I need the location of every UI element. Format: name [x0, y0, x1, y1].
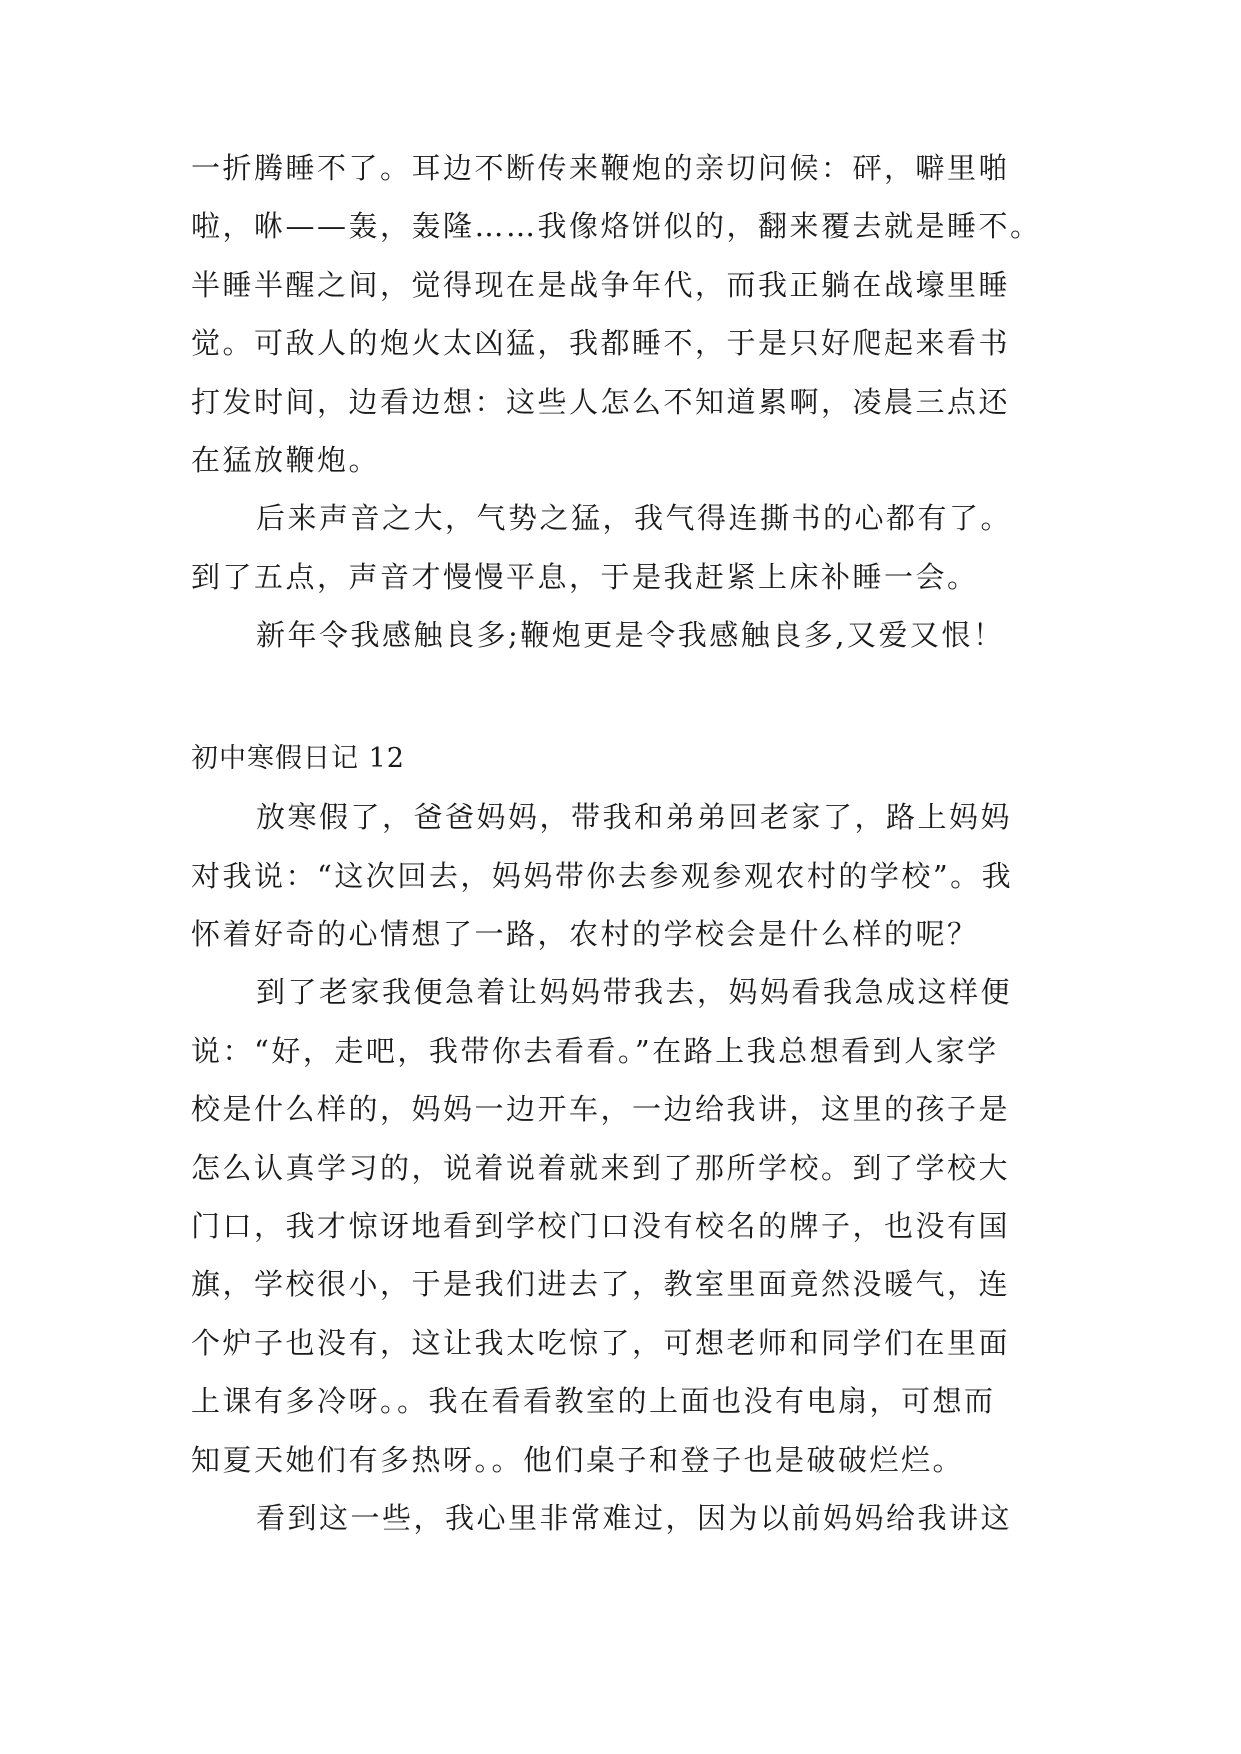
section-title: 初中寒假日记 12 — [191, 743, 405, 774]
text-line: 打发时间，边看边想：这些人怎么不知道累啊，凌晨三点还 — [191, 385, 1011, 419]
text-line: 在猛放鞭炮。 — [191, 443, 381, 477]
text-line: 个炉子也没有，这让我太吃惊了，可想老师和同学们在里面 — [191, 1326, 1011, 1360]
text-line: 怎么认真学习的，说着说着就来到了那所学校。到了学校大 — [191, 1151, 1011, 1185]
text-line: 旗，学校很小，于是我们进去了，教室里面竟然没暖气，连 — [191, 1267, 1011, 1301]
text-line: 怀着好奇的心情想了一路，农村的学校会是什么样的呢？ — [191, 917, 979, 951]
text-line: 新年令我感触良多;鞭炮更是令我感触良多,又爱又恨！ — [256, 618, 1005, 652]
text-line: 对我说：“这次回去，妈妈带你去参观参观农村的学校”。我 — [191, 859, 1014, 893]
text-line: 上课有多冷呀。。我在看看教室的上面也没有电扇，可想而 — [191, 1384, 996, 1418]
text-line: 觉。可敌人的炮火太凶猛，我都睡不，于是只好爬起来看书 — [191, 326, 1011, 360]
text-line: 到了老家我便急着让妈妈带我去，妈妈看我急成这样便 — [256, 975, 1013, 1009]
text-line: 说：“好，走吧，我带你去看看。”在路上我总想看到人家学 — [191, 1034, 999, 1068]
text-line: 半睡半醒之间，觉得现在是战争年代，而我正躺在战壕里睡 — [191, 268, 1011, 302]
text-line: 看到这一些，我心里非常难过，因为以前妈妈给我讲这 — [256, 1501, 1013, 1535]
text-line: 一折腾睡不了。耳边不断传来鞭炮的亲切问候：砰，噼里啪 — [191, 151, 1011, 185]
text-line: 校是什么样的，妈妈一边开车，一边给我讲，这里的孩子是 — [191, 1092, 1011, 1126]
text-line: 门口，我才惊讶地看到学校门口没有校名的牌子，也没有国 — [191, 1209, 1011, 1243]
text-line: 啦，咻——轰，轰隆……我像烙饼似的，翻来覆去就是睡不。 — [191, 209, 1042, 243]
text-line: 知夏天她们有多热呀。。他们桌子和登子也是破破烂烂。 — [191, 1443, 965, 1477]
text-line: 到了五点，声音才慢慢平息，于是我赶紧上床补睡一会。 — [191, 560, 979, 594]
text-line: 放寒假了，爸爸妈妈，带我和弟弟回老家了，路上妈妈 — [256, 800, 1013, 834]
text-line: 后来声音之大，气势之猛，我气得连撕书的心都有了。 — [256, 501, 1013, 535]
